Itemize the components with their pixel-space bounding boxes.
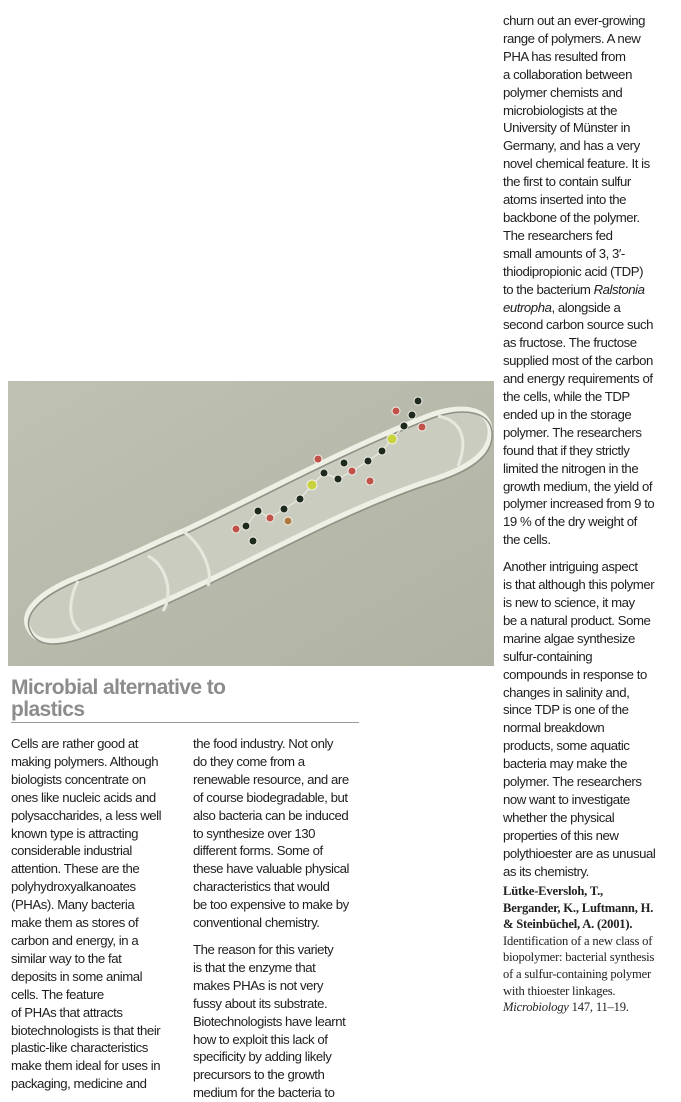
reference-title xyxy=(503,933,681,999)
text-line: packaging, medicine and xyxy=(11,1076,147,1092)
text-line: known type is attracting xyxy=(11,825,139,841)
text-line: be too expensive to make by xyxy=(193,897,349,913)
text-line: medium for the bacteria to xyxy=(193,1085,335,1101)
reference-volume-pages: 147, 11–19. xyxy=(568,1000,629,1015)
text-line: Another intriguing aspect xyxy=(503,559,638,575)
text-line: polythioester are as unusual xyxy=(503,845,656,861)
text-line: cells. The feature xyxy=(11,986,104,1002)
paragraph xyxy=(11,735,186,1093)
text-line: ended up in the storage xyxy=(503,406,632,422)
text-line: University of Münster in xyxy=(503,120,630,136)
article-column-left xyxy=(11,735,186,1093)
text-line: atoms inserted into the xyxy=(503,192,627,208)
text-line: polymer increased from 9 to xyxy=(503,496,655,512)
text-line: since TDP is one of the xyxy=(503,702,629,718)
text-line: products, some aquatic xyxy=(503,738,630,754)
text-line: eutropha, alongside a xyxy=(503,299,621,315)
text-line: polymer. The researchers xyxy=(503,424,642,440)
paragraph xyxy=(193,735,368,932)
text-line: 19 % of the dry weight of xyxy=(503,514,637,530)
text-line: found that if they strictly xyxy=(503,442,630,458)
text-line: and energy requirements of xyxy=(503,371,653,387)
reference-journal-line xyxy=(503,999,681,1016)
text-line: backbone of the polymer. xyxy=(503,209,640,225)
text-line: similar way to the fat xyxy=(11,950,122,966)
species-name: Ralstonia xyxy=(593,281,645,297)
reference-citation xyxy=(503,883,681,1016)
article-column-middle xyxy=(193,735,368,1102)
text-line: how to exploit this lack of xyxy=(193,1031,328,1047)
text-line: small amounts of 3, 3′- xyxy=(503,245,625,261)
text-line: PHA has resulted from xyxy=(503,48,626,64)
text-line: these have valuable physical xyxy=(193,861,350,877)
text-line: supplied most of the carbon xyxy=(503,353,653,369)
text-line: is new to science, it may xyxy=(503,595,635,610)
text-line: characteristics that would xyxy=(193,879,330,895)
reference-title-line: with thioester linkages. xyxy=(503,983,616,998)
text-line: be a natural product. Some xyxy=(503,612,651,628)
text-line: now want to investigate xyxy=(503,791,630,807)
reference-title-line: of a sulfur-containing polymer xyxy=(503,966,651,981)
text-line: making polymers. Although xyxy=(11,753,159,769)
text-line: the cells, while the TDP xyxy=(503,389,630,405)
text-line: novel chemical feature. It is xyxy=(503,156,650,172)
article-column-right xyxy=(503,12,678,881)
text-line: deposits in some animal xyxy=(11,968,143,984)
text-line: considerable industrial xyxy=(11,843,132,859)
text-line: renewable resource, and are xyxy=(193,771,349,787)
text-line: makes PHAs is not very xyxy=(193,977,324,993)
text-line: polymer chemists and xyxy=(503,84,623,100)
text-line: whether the physical xyxy=(503,809,615,825)
text-line: Cells are rather good at xyxy=(11,736,139,751)
paragraph xyxy=(503,12,678,549)
text-line: biologists concentrate on xyxy=(11,771,146,787)
text-line: microbiologists at the xyxy=(503,102,617,118)
text-line: thiodipropionic acid (TDP) xyxy=(503,263,644,279)
text-line: to synthesize over 130 xyxy=(193,825,316,841)
reference-authors-line: Lütke-Eversloh, T., xyxy=(503,884,603,898)
text-line: biotechnologists is that their xyxy=(11,1022,161,1038)
text-line: conventional chemistry. xyxy=(193,915,320,931)
text-line: limited the nitrogen in the xyxy=(503,460,639,476)
text-line: as fructose. The fructose xyxy=(503,335,637,351)
text-line: polyhydroxyalkanoates xyxy=(11,879,136,895)
text-line: plastic-like characteristics xyxy=(11,1040,148,1056)
text-line: carbon and energy, in a xyxy=(11,932,139,948)
text-line: changes in salinity and, xyxy=(503,684,630,700)
text-line: attention. These are the xyxy=(11,861,140,877)
text-line: range of polymers. A new xyxy=(503,30,641,46)
text-line: of course biodegradable, but xyxy=(193,789,348,805)
text-line: of PHAs that attracts xyxy=(11,1004,123,1020)
text-line: ones like nucleic acids and xyxy=(11,789,156,805)
text-line: Biotechnologists have learnt xyxy=(193,1013,346,1029)
text-line: make them as stores of xyxy=(11,915,139,931)
cell-illustration xyxy=(8,381,494,666)
text-line: is that the enzyme that xyxy=(193,959,316,975)
reference-authors-line: Bergander, K., Luftmann, H. xyxy=(503,900,654,915)
text-line: Germany, and has a very xyxy=(503,138,640,154)
text-line: different forms. Some of xyxy=(193,843,323,859)
headline-line: plastics xyxy=(11,698,85,721)
text-line: is that although this polymer xyxy=(503,577,655,593)
text-line: the food industry. Not only xyxy=(193,736,334,751)
text-line: growth medium, the yield of xyxy=(503,478,653,494)
text-line: polymer. The researchers xyxy=(503,774,642,790)
text-line: bacteria may make the xyxy=(503,756,627,772)
text-line: The reason for this variety xyxy=(193,941,334,957)
headline-rule xyxy=(11,722,359,723)
text-line: make them ideal for uses in xyxy=(11,1058,161,1074)
reference-authors-line: & Steinbüchel, A. (2001). xyxy=(503,917,633,932)
text-line: precursors to the growth xyxy=(193,1067,325,1083)
text-line: a collaboration between xyxy=(503,66,632,82)
text-line: (PHAs). Many bacteria xyxy=(11,897,135,913)
paragraph xyxy=(193,941,368,1102)
text-line: compounds in response to xyxy=(503,666,647,682)
text-line: fussy about its substrate. xyxy=(193,995,328,1011)
reference-title-line: biopolymer: bacterial synthesis xyxy=(503,950,655,965)
paragraph xyxy=(503,558,678,880)
species-name: eutropha xyxy=(503,299,552,315)
headline-line: Microbial alternative to xyxy=(11,676,226,699)
text-line: specificity by adding likely xyxy=(193,1049,332,1065)
text-line: do they come from a xyxy=(193,753,305,769)
text-line: to the bacterium Ralstonia xyxy=(503,281,645,297)
reference-journal: Microbiology xyxy=(503,1000,569,1015)
text-line: polysaccharides, a less well xyxy=(11,807,162,823)
text-line: churn out an ever-growing xyxy=(503,13,645,28)
text-line: normal breakdown xyxy=(503,720,605,736)
text-line: second carbon source such xyxy=(503,317,654,333)
reference-authors xyxy=(503,883,681,933)
text-line: marine algae synthesize xyxy=(503,630,635,646)
text-line: as its chemistry. xyxy=(503,863,589,879)
text-line: properties of this new xyxy=(503,827,619,843)
text-line: The researchers fed xyxy=(503,227,613,243)
text-line: also bacteria can be induced xyxy=(193,807,349,823)
cell-micrograph xyxy=(8,381,494,666)
reference-title-line: Identification of a new class of xyxy=(503,933,653,948)
text-line: the cells. xyxy=(503,532,551,548)
article-headline xyxy=(11,677,371,721)
text-line: sulfur-containing xyxy=(503,648,593,664)
text-line: the first to contain sulfur xyxy=(503,174,631,190)
